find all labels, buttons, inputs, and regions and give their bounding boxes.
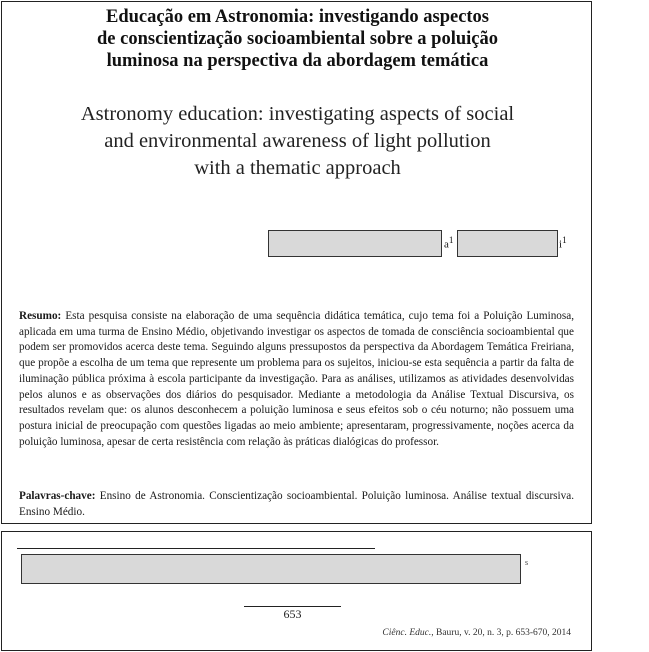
- journal-citation: [382, 628, 571, 638]
- journal-name: Ciênc. Educ.: [382, 628, 432, 638]
- author-2-suffix: $i^1$: [559, 235, 567, 251]
- portuguese-title-line: de conscientização socioambiental sobre a poluição: [97, 29, 498, 49]
- abstract: [19, 309, 574, 450]
- english-title-line: with a thematic approach: [194, 157, 401, 179]
- footer-panel: [1, 531, 592, 651]
- english-title-line: and environmental awareness of light pollution: [104, 130, 491, 152]
- english-title-line: Astronomy education: investigating aspects of social: [80, 103, 515, 125]
- keywords: [19, 489, 574, 520]
- keywords-label: Palavras-chave:: [19, 490, 96, 502]
- english-title: [2, 101, 593, 182]
- footnote-tail: s: [525, 558, 529, 567]
- redacted-footnote: [21, 554, 521, 584]
- portuguese-title-line: luminosa na perspectiva da abordagem temática: [106, 51, 489, 71]
- keywords-text: Ensino de Astronomia. Conscientização socioambiental. Poluição luminosa. Análise textual discursiva. Ensino Médio.: [19, 490, 574, 518]
- footnote-rule: [17, 548, 375, 549]
- affiliation-mark: 1: [448, 235, 454, 245]
- citation-details: , Bauru, v. 20, n. 3, p. 653-670, 2014: [431, 628, 571, 638]
- title-abstract-panel: [1, 1, 592, 524]
- author-1-suffix: $a^1$: [444, 235, 454, 251]
- page-number: 653: [283, 607, 302, 621]
- abstract-text: Esta pesquisa consiste na elaboração de uma sequência didática temática, cujo tema foi a Poluição Luminosa, aplicada em uma turma de Ensino Médio, objetivando investigar os aspectos de tomada de consciência socioambiental que podem ser promovidos acerca deste tema. Seguindo alguns pressupostos da perspectiva da Abordagem Temática Freiriana, que propõe a escolha de um tema que represente um problema para os sujeitos, iniciou-se esta sequência a partir da falta de iluminação pública próxima à escola participante da investigação. Para as análises, utilizamos as atividades desenvolvidas pelos alunos e as observações dos diários do pesquisador. Mediante a metodologia da Análise Textual Discursiva, os resultados revelam que: os alunos desconhecem a poluição luminosa e seus efeitos sob o céu noturno; não possuem uma postura inicial de preocupação com questões ligadas ao meio ambiente; apresentaram, progressivamente, noções acerca da poluição luminosa, apesar de certa resistência com relação às práticas dialógicas do professor.: [19, 310, 575, 448]
- abstract-label: Resumo:: [19, 310, 62, 322]
- portuguese-title: [2, 6, 593, 72]
- portuguese-title-line: Educação em Astronomia: investigando aspectos: [105, 7, 490, 27]
- redacted-author-1: [268, 230, 442, 257]
- redacted-author-2: [457, 230, 558, 257]
- affiliation-mark: 1: [562, 235, 567, 245]
